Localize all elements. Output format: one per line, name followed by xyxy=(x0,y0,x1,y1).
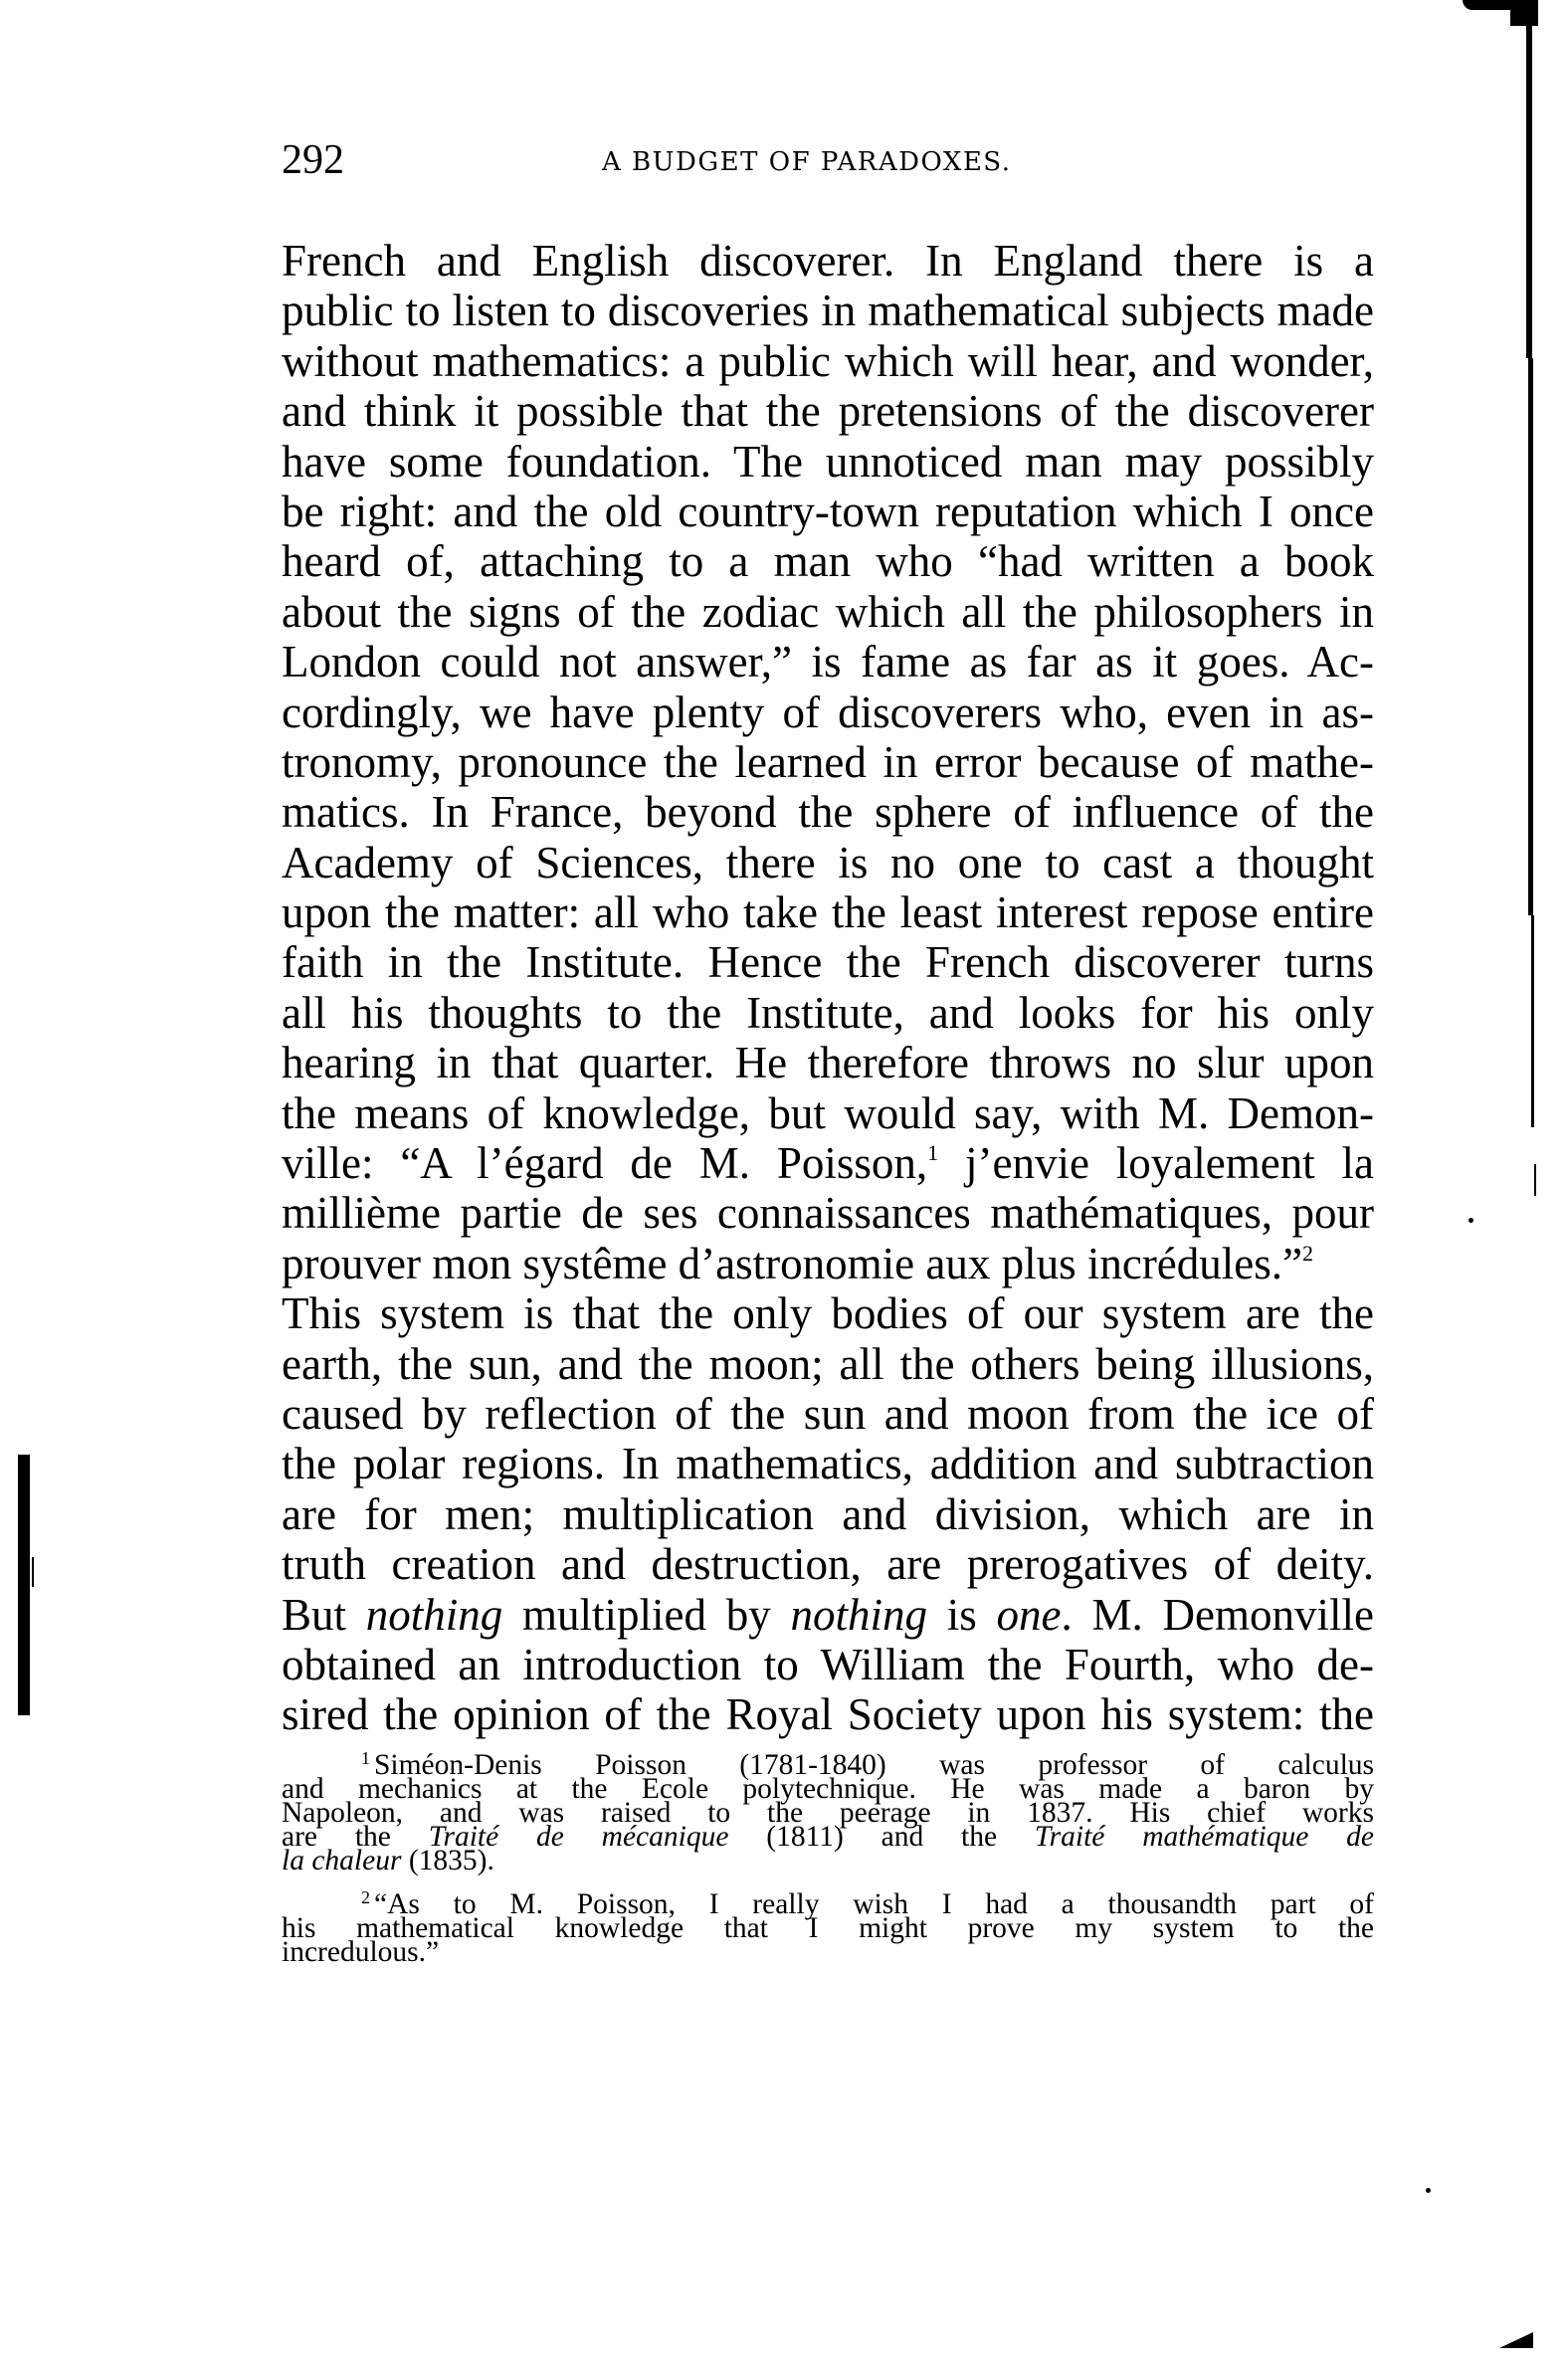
body-line: London could not answer,” is fame as far as it goes. Ac- xyxy=(282,637,1374,688)
footnote-line: his mathematical knowledge that I might prove my system to the xyxy=(282,1912,1374,1944)
footnote-mark: 2 xyxy=(361,1887,370,1907)
body-line: sired the opinion of the Royal Society upon his system: the xyxy=(282,1689,1374,1740)
body-line: faith in the Institute. Hence the French discoverer turns xyxy=(282,937,1374,988)
footnote-reference[interactable]: 1 xyxy=(927,1140,939,1166)
body-line: have some foundation. The unnoticed man may possibly xyxy=(282,436,1374,487)
running-title: A BUDGET OF PARADOXES. xyxy=(602,147,1012,177)
footnote-line: incredulous.” xyxy=(282,1936,440,1968)
scan-edge-line xyxy=(1528,358,1533,915)
body-line xyxy=(282,1138,1374,1188)
body-line: cordingly, we have plenty of discoverers who, even in as- xyxy=(282,687,1374,737)
footnote-reference[interactable]: 2 xyxy=(1302,1240,1313,1266)
body-line: the polar regions. In mathematics, addition and subtraction xyxy=(282,1439,1374,1489)
body-line: tronomy, pronounce the learned in error because of mathe- xyxy=(282,736,1374,787)
body-line: earth, the sun, and the moon; all the others being illusions, xyxy=(282,1338,1374,1389)
footnote-line: Napoleon, and was raised to the peerage in 1837. His chief works xyxy=(282,1797,1374,1829)
italic-run: nothing xyxy=(790,1589,928,1640)
text-run: (1835). xyxy=(401,1845,494,1876)
page-number: 292 xyxy=(282,137,344,183)
footnote-1 xyxy=(282,1748,1374,1876)
footnote-2 xyxy=(282,1887,1374,1968)
italic-run: one xyxy=(996,1589,1062,1640)
body-line: the means of knowledge, but would say, with M. Demon- xyxy=(282,1087,1374,1138)
scan-edge-corner-notch xyxy=(1510,6,1538,26)
text-run: is xyxy=(927,1589,997,1640)
body-line: about the signs of the zodiac which all the philosophers in xyxy=(282,586,1374,637)
body-line: all his thoughts to the Institute, and looks for his only xyxy=(282,987,1374,1038)
footnotes xyxy=(282,1748,1374,1984)
body-line: and think it possible that the pretensions of the discoverer xyxy=(282,386,1374,437)
scan-dot xyxy=(1426,2188,1431,2193)
body-line: public to listen to discoveries in mathematical subjects made xyxy=(282,286,1374,336)
body-line: French and English discoverer. In England there is a xyxy=(282,236,1374,286)
text-run: (1811) and the xyxy=(728,1821,1035,1853)
scan-corner-triangle xyxy=(1499,2332,1533,2348)
italic-run: Traité de mécanique xyxy=(428,1821,729,1853)
footnote-line: and mechanics at the Ecole polytechnique. He was made a baron by xyxy=(282,1773,1374,1805)
italic-run: Traité mathématique de xyxy=(1034,1821,1374,1853)
body-line: obtained an introduction to William the Fourth, who de- xyxy=(282,1639,1374,1689)
body-line: hearing in that quarter. He therefore throws no slur upon xyxy=(282,1038,1374,1088)
scan-binding-mark-thin xyxy=(32,1557,34,1587)
italic-run: la chaleur xyxy=(282,1845,402,1876)
body-line: heard of, attaching to a man who “had written a book xyxy=(282,536,1374,587)
body-line: millième partie de ses connaissances mathématiques, pour xyxy=(282,1188,1374,1239)
body-line: matics. In France, beyond the sphere of influence of the xyxy=(282,787,1374,838)
body-text xyxy=(282,236,1374,1740)
text-run: Siméon-Denis Poisson (1781-1840) was professor of calculus xyxy=(374,1749,1374,1781)
text-run: multiplied by xyxy=(502,1589,791,1640)
body-line: truth creation and destruction, are prerogatives of deity. xyxy=(282,1539,1374,1590)
text-run: “As to M. Poisson, I really wish I had a thousandth part of xyxy=(374,1888,1374,1920)
footnote-mark: 1 xyxy=(361,1748,370,1768)
text-run: ville: “A l’égard de M. Poisson, xyxy=(282,1138,928,1189)
text-run: But xyxy=(282,1589,366,1640)
body-line xyxy=(282,1239,1374,1288)
text-run: are the xyxy=(282,1821,429,1853)
running-head xyxy=(282,135,1376,185)
body-line: are for men; multiplication and division, which are in xyxy=(282,1488,1374,1539)
scan-edge-line xyxy=(1531,915,1534,1127)
body-line: without mathematics: a public which will hear, and wonder, xyxy=(282,335,1374,386)
italic-run: nothing xyxy=(365,1589,503,1640)
body-line: caused by reflection of the sun and moon from the ice of xyxy=(282,1388,1374,1439)
text-run: . M. Demonville xyxy=(1061,1589,1374,1640)
body-line: Academy of Sciences, there is no one to cast a thought xyxy=(282,837,1374,888)
text-run: j’envie loyalement la xyxy=(938,1138,1375,1189)
scan-binding-mark xyxy=(18,1455,30,1715)
body-line: upon the matter: all who take the least interest repose entire xyxy=(282,888,1374,938)
text-run: prouver mon systême d’astronomie aux plus incrédules.” xyxy=(282,1238,1302,1288)
body-line: be right: and the old country-town reputation which I once xyxy=(282,486,1374,536)
scan-edge-line xyxy=(1534,1164,1536,1196)
scan-dot xyxy=(1469,1218,1473,1223)
body-line xyxy=(282,1590,1374,1640)
body-line: This system is that the only bodies of our system are the xyxy=(282,1288,1374,1339)
scan-edge-line xyxy=(1526,20,1532,358)
